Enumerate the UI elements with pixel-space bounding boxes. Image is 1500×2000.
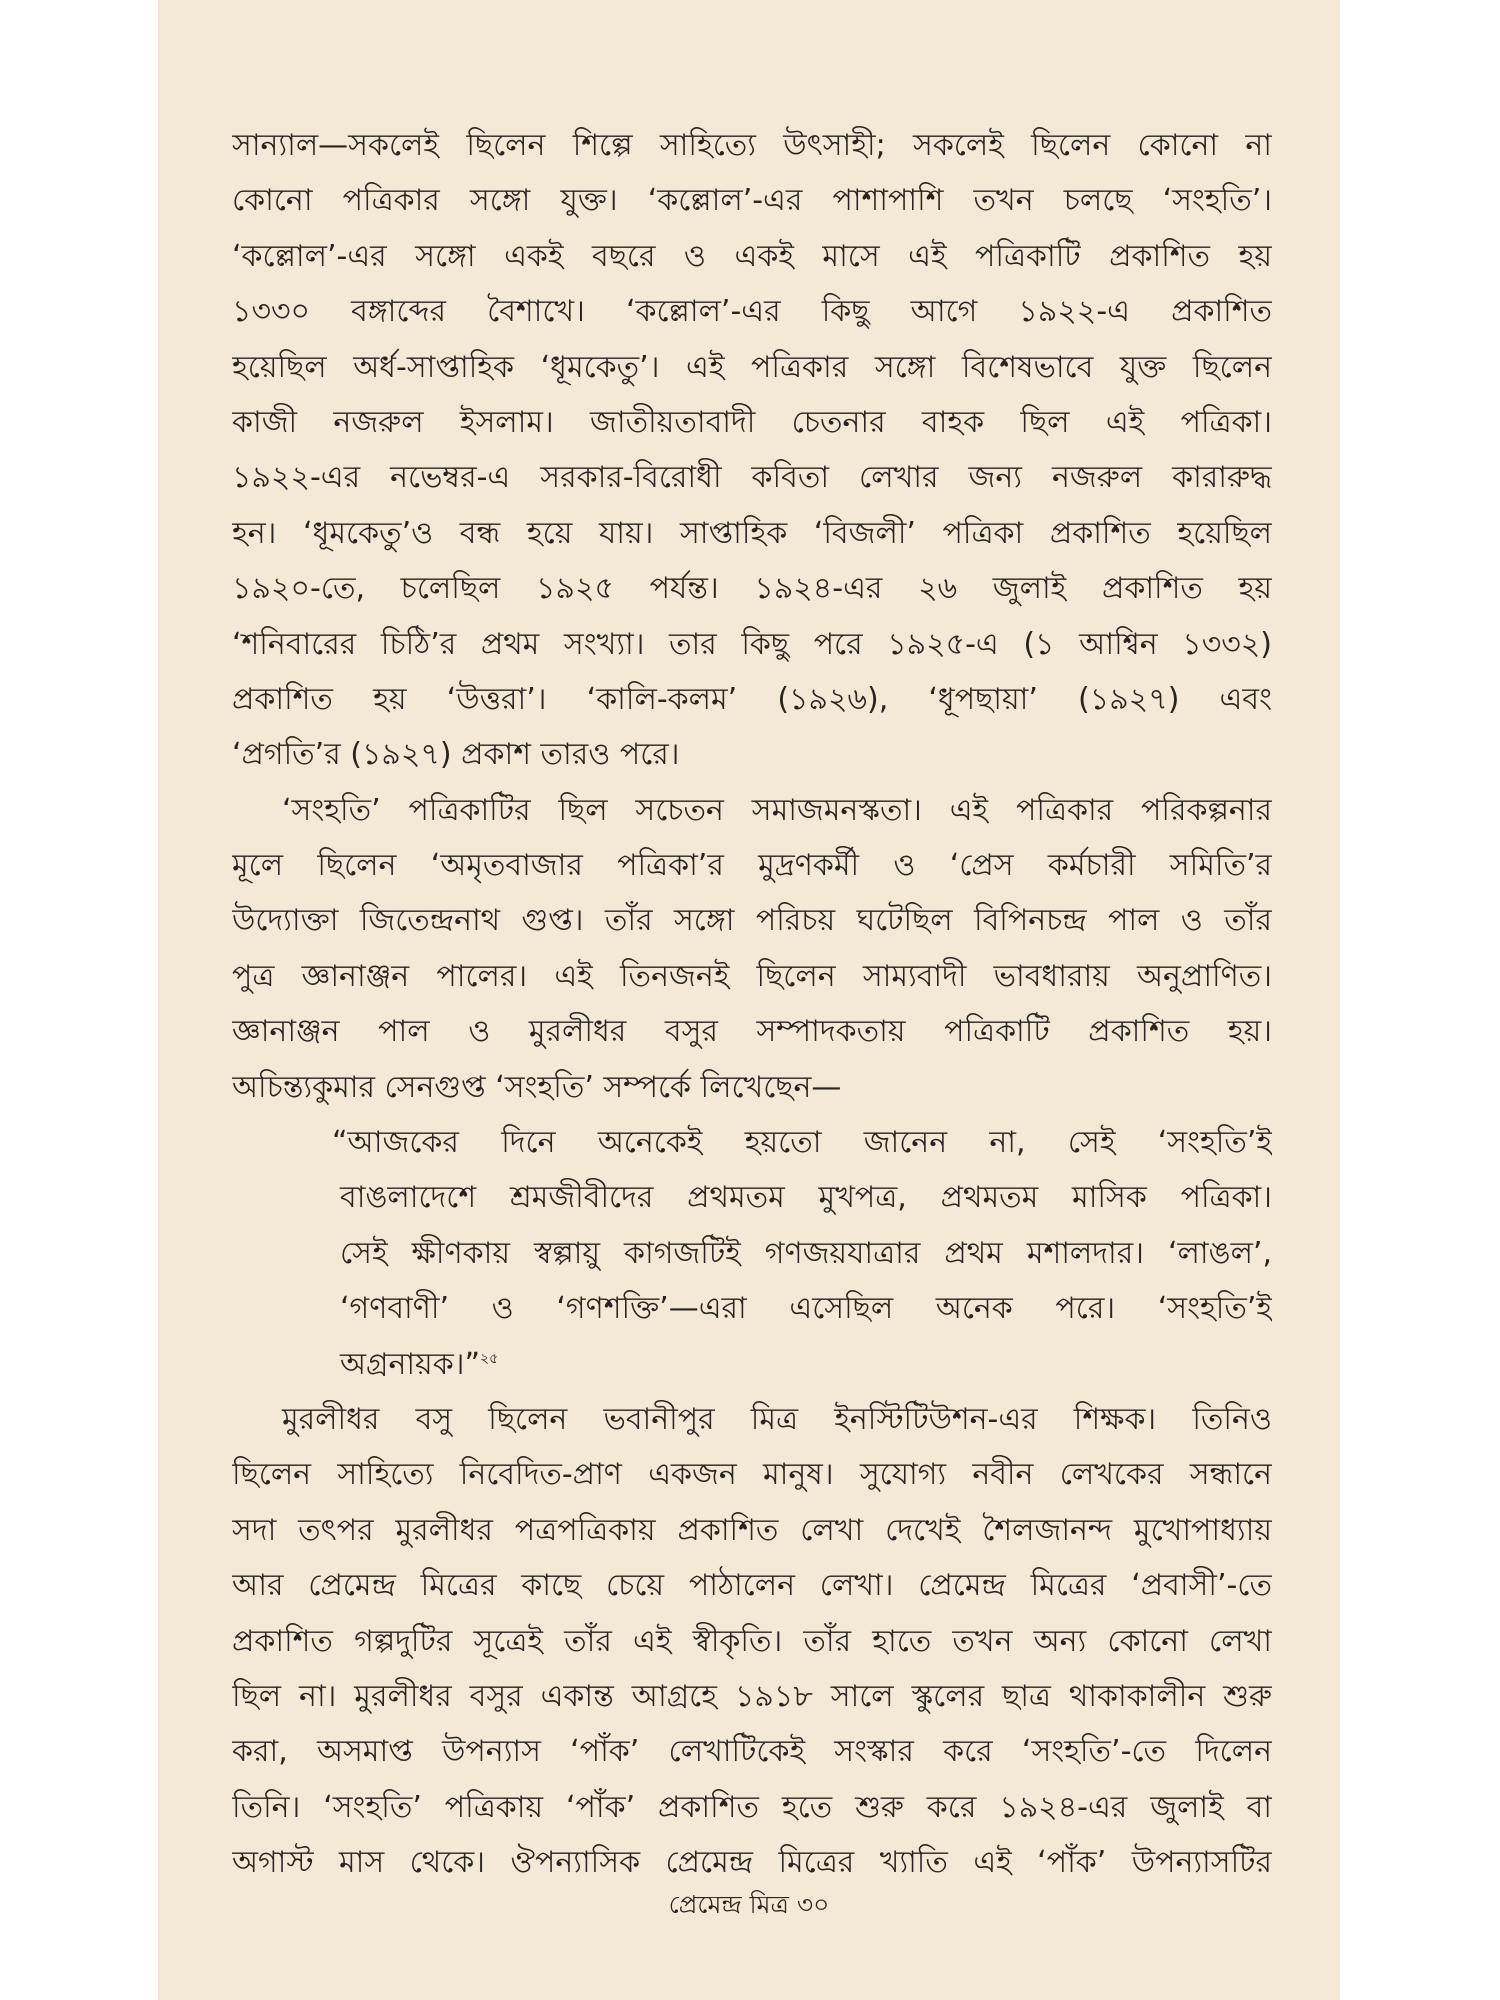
text-line: অচিন্ত্যকুমার সেনগুপ্ত ‘সংহতি’ সম্পর্কে লিখেছেন— (232, 1069, 842, 1105)
body-text (232, 118, 1272, 1891)
book-page (158, 0, 1340, 2000)
page-footer: প্রেমেন্দ্র মিত্র ৩০ (668, 1890, 830, 1919)
quote-end-text: অগ্রনায়ক।” (340, 1346, 480, 1382)
text-line: ১৯২২-এর নভেম্বর-এ সরকার-বিরোধী কবিতা লেখার জন্য নজরুল কারারুদ্ধ (232, 460, 1272, 496)
text-line: সদা তৎপর মুরলীধর পত্রপত্রিকায় প্রকাশিত লেখা দেখেই শৈলজানন্দ মুখোপাধ্যায় (232, 1512, 1272, 1548)
quote-line: ‘গণবাণী’ ও ‘গণশক্তি’—এরা এসেছিল অনেক পরে। ‘সংহতি’ই (340, 1291, 1272, 1327)
quote-line-last (232, 1337, 1272, 1392)
text-line: কাজী নজরুল ইসলাম। জাতীয়তাবাদী চেতনার বাহক ছিল এই পত্রিকা। (232, 404, 1272, 440)
footnote-marker: ২৫ (480, 1350, 499, 1367)
text-line: তিনি। ‘সংহতি’ পত্রিকায় ‘পাঁক’ প্রকাশিত হতে শুরু করে ১৯২৪-এর জুলাই বা (232, 1789, 1272, 1825)
text-line: ‘সংহতি’ পত্রিকাটির ছিল সচেতন সমাজমনস্কতা। এই পত্রিকার পরিকল্পনার (282, 792, 1272, 828)
quote-line: সেই ক্ষীণকায় স্বল্পায়ু কাগজটিই গণজয়যাত্রার প্রথম মশালদার। ‘লাঙল’, (340, 1235, 1272, 1271)
text-line: ‘শনিবারের চিঠি’র প্রথম সংখ্যা। তার কিছু পরে ১৯২৫-এ (১ আশ্বিন ১৩৩২) (232, 626, 1272, 662)
text-line: ‘প্রগতি’র (১৯২৭) প্রকাশ তারও পরে। (232, 737, 680, 773)
text-line: ছিল না। মুরলীধর বসুর একান্ত আগ্রহে ১৯১৮ সালে স্কুলের ছাত্র থাকাকালীন শুরু (232, 1678, 1272, 1714)
text-line: অগাস্ট মাস থেকে। ঔপন্যাসিক প্রেমেন্দ্র মিত্রের খ্যাতি এই ‘পাঁক’ উপন্যাসটির (232, 1845, 1272, 1881)
text-line: প্রকাশিত হয় ‘উত্তরা’। ‘কালি-কলম’ (১৯২৬), ‘ধূপছায়া’ (১৯২৭) এবং (232, 681, 1272, 717)
text-line: জ্ঞানাঞ্জন পাল ও মুরলীধর বসুর সম্পাদকতায় পত্রিকাটি প্রকাশিত হয়। (232, 1014, 1272, 1050)
text-line: কোনো পত্রিকার সঙ্গো যুক্ত। ‘কল্লোল’-এর পাশাপাশি তখন চলছে ‘সংহতি’। (232, 183, 1272, 219)
text-line: হয়েছিল অর্ধ-সাপ্তাহিক ‘ধূমকেতু’। এই পত্রিকার সঙ্গো বিশেষভাবে যুক্ত ছিলেন (232, 349, 1272, 385)
text-line: ছিলেন সাহিত্যে নিবেদিত-প্রাণ একজন মানুষ। সুযোগ্য নবীন লেখকের সন্ধানে (232, 1457, 1272, 1493)
text-line: করা, অসমাপ্ত উপন্যাস ‘পাঁক’ লেখাটিকেই সংস্কার করে ‘সংহতি’-তে দিলেন (232, 1734, 1272, 1770)
text-line: ১৩৩০ বঙ্গাব্দের বৈশাখে। ‘কল্লোল’-এর কিছু আগে ১৯২২-এ প্রকাশিত (232, 294, 1272, 330)
text-line: সান্যাল—সকলেই ছিলেন শিল্পে সাহিত্যে উৎসাহী; সকলেই ছিলেন কোনো না (232, 128, 1272, 163)
text-line: আর প্রেমেন্দ্র মিত্রের কাছে চেয়ে পাঠালেন লেখা। প্রেমেন্দ্র মিত্রের ‘প্রবাসী’-তে (232, 1568, 1272, 1604)
text-line: উদ্যোক্তা জিতেন্দ্রনাথ গুপ্ত। তাঁর সঙ্গো পরিচয় ঘটেছিল বিপিনচন্দ্র পাল ও তাঁর (232, 903, 1272, 939)
text-line: হন। ‘ধূমকেতু’ও বন্ধ হয়ে যায়। সাপ্তাহিক ‘বিজলী’ পত্রিকা প্রকাশিত হয়েছিল (232, 515, 1272, 551)
text-line: মুরলীধর বসু ছিলেন ভবানীপুর মিত্র ইনস্টিটিউশন-এর শিক্ষক। তিনিও (282, 1401, 1272, 1437)
text-line: প্রকাশিত গল্পদুটির সূত্রেই তাঁর এই স্বীকৃতি। তাঁর হাতে তখন অন্য কোনো লেখা (232, 1623, 1272, 1659)
quote-line: বাঙলাদেশে শ্রমজীবীদের প্রথমতম মুখপত্র, প্রথমতম মাসিক পত্রিকা। (340, 1180, 1272, 1216)
quote-line: “আজকের দিনে অনেকেই হয়তো জানেন না, সেই ‘সংহতি’ই (332, 1125, 1272, 1161)
text-line: পুত্র জ্ঞানাঞ্জন পালের। এই তিনজনই ছিলেন সাম্যবাদী ভাবধারায় অনুপ্রাণিত। (232, 958, 1272, 994)
text-line: মূলে ছিলেন ‘অমৃতবাজার পত্রিকা’র মুদ্রণকর্মী ও ‘প্রেস কর্মচারী সমিতি’র (232, 848, 1272, 884)
text-line: ১৯২০-তে, চলেছিল ১৯২৫ পর্যন্ত। ১৯২৪-এর ২৬ জুলাই প্রকাশিত হয় (232, 571, 1272, 607)
text-line: ‘কল্লোল’-এর সঙ্গো একই বছরে ও একই মাসে এই পত্রিকাটি প্রকাশিত হয় (232, 238, 1272, 274)
